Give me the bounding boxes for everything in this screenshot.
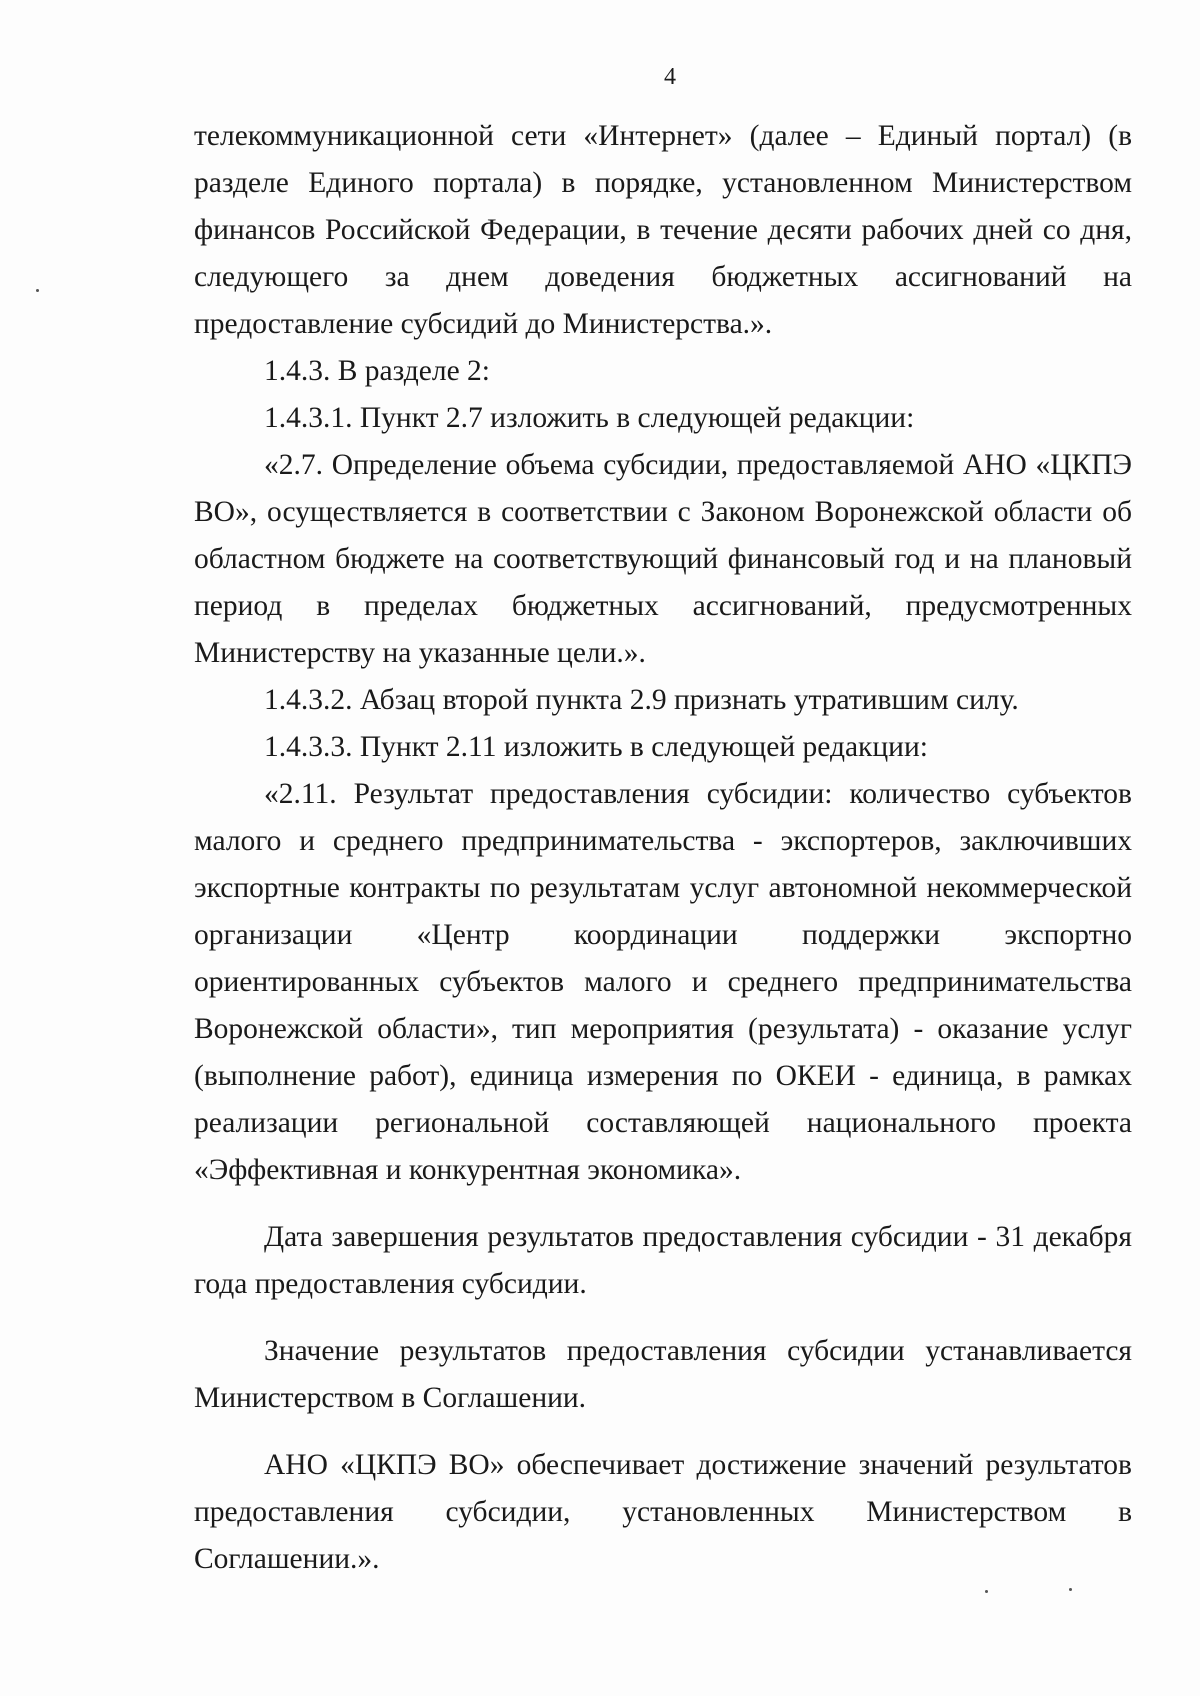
document-body (194, 113, 1132, 1583)
paragraph-1-4-3: 1.4.3. В разделе 2: (264, 355, 491, 387)
scan-artifact-dot (36, 289, 39, 292)
page-number: 4 (664, 64, 676, 90)
paragraph-1-4-3-1: 1.4.3.1. Пункт 2.7 изложить в следующей редакции: (264, 402, 915, 434)
paragraph-achievement: АНО «ЦКПЭ ВО» обеспечивает достижение значений результатов предоставления субсидии, установленных Министерством в Соглашении.». (194, 1449, 1132, 1575)
paragraph-completion-date: Дата завершения результатов предоставления субсидии - 31 декабря года предоставления субсидии. (194, 1221, 1132, 1300)
paragraph-2-7: «2.7. Определение объема субсидии, предоставляемой АНО «ЦКПЭ ВО», осуществляется в соответствии с Законом Воронежской области об областном бюджете на соответствующий финансовый год и на плановый период в пределах бюджетных ассигнований, предусмотренных Министерству на указанные цели.». (194, 449, 1132, 669)
scan-artifact-dot (985, 1590, 988, 1593)
paragraph-portal-continuation: телекоммуникационной сети «Интернет» (далее – Единый портал) (в разделе Единого портала) в порядке, установленном Министерством финансов Российской Федерации, в течение десяти рабочих дней со дня, следующего за днем доведения бюджетных ассигнований на предоставление субсидий до Министерства.». (194, 120, 1132, 340)
paragraph-2-11: «2.11. Результат предоставления субсидии: количество субъектов малого и среднего предпринимательства - экспортеров, заключивших экспортные контракты по результатам услуг автономной некоммерческой организации «Центр координации поддержки экспортно ориентированных субъектов малого и среднего предпринимательства Воронежской области», тип мероприятия (результата) - оказание услуг (выполнение работ), единица измерения по ОКЕИ - единица, в рамках реализации региональной составляющей национального проекта «Эффективная и конкурентная экономика». (194, 778, 1132, 1186)
paragraph-result-values: Значение результатов предоставления субсидии устанавливается Министерством в Соглашении. (194, 1335, 1132, 1414)
paragraph-1-4-3-2: 1.4.3.2. Абзац второй пункта 2.9 признать утратившим силу. (264, 684, 1019, 716)
scan-artifact-dot (1069, 1588, 1072, 1591)
paragraph-1-4-3-3: 1.4.3.3. Пункт 2.11 изложить в следующей редакции: (264, 731, 928, 763)
